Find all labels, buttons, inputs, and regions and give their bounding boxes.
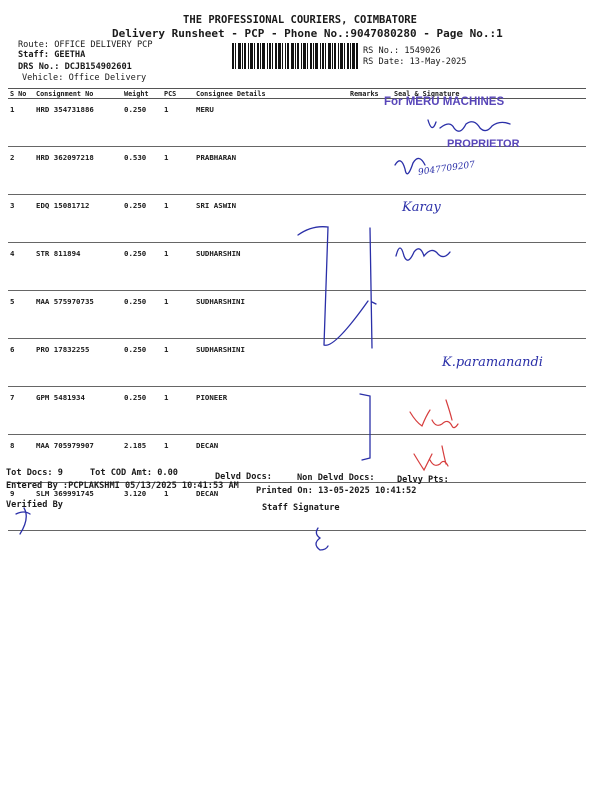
cell-weight: 0.250 bbox=[122, 291, 162, 339]
cell-pcs: 1 bbox=[162, 243, 194, 291]
total-docs: Tot Docs: 9 bbox=[6, 468, 63, 478]
seal-stamp-proprietor: PROPRIETOR bbox=[447, 138, 520, 150]
cell-sno: 2 bbox=[8, 147, 34, 195]
signature-row9-red bbox=[414, 446, 448, 470]
rs-number: RS No.: 1549026 bbox=[363, 46, 441, 56]
col-sno: S No bbox=[8, 89, 34, 99]
cell-sno: 3 bbox=[8, 195, 34, 243]
cell-consignment: HRD 362097218 bbox=[34, 147, 122, 195]
rs-date: RS Date: 13-May-2025 bbox=[363, 57, 467, 67]
cell-consignee: DECAN bbox=[194, 483, 348, 531]
route-label: Route: OFFICE DELIVERY PCP bbox=[18, 40, 153, 50]
delivered-docs: Delvd Docs: bbox=[215, 472, 272, 482]
cell-consignment: SLM 369991745 bbox=[34, 483, 122, 531]
cell-pcs: 1 bbox=[162, 483, 194, 531]
cell-consignment: MAA 575970735 bbox=[34, 291, 122, 339]
verified-by-label: Verified By bbox=[6, 500, 63, 510]
staff-signature-label: Staff Signature bbox=[262, 503, 340, 513]
col-consignee: Consignee Details bbox=[194, 89, 348, 99]
cell-weight: 0.250 bbox=[122, 387, 162, 435]
cell-sno: 9 bbox=[8, 483, 34, 531]
signature-row1 bbox=[428, 120, 510, 131]
cell-pcs: 1 bbox=[162, 435, 194, 483]
signature-row4 bbox=[396, 248, 450, 260]
cell-sno: 7 bbox=[8, 387, 34, 435]
seal-stamp-company: For MERU MACHINES bbox=[384, 96, 505, 108]
staff-signature-mark bbox=[316, 528, 328, 550]
bracket-line-lower bbox=[360, 394, 370, 460]
vehicle-label: Vehicle: Office Delivery bbox=[22, 73, 147, 83]
entered-by: Entered By :PCPLAKSHMI 05/13/2025 10:41:53 AM bbox=[6, 481, 239, 491]
col-remarks: Remarks bbox=[348, 89, 392, 99]
cell-consignee: DECAN bbox=[194, 435, 348, 483]
col-pcs: PCS bbox=[162, 89, 194, 99]
company-name: THE PROFESSIONAL COURIERS, COIMBATORE bbox=[183, 14, 417, 26]
cell-pcs: 1 bbox=[162, 147, 194, 195]
verified-signature-mark bbox=[16, 508, 30, 534]
cell-consignee: MERU bbox=[194, 99, 348, 147]
handwritten-signature-row3: Karay bbox=[402, 200, 441, 215]
cell-consignee: SRI ASWIN bbox=[194, 195, 348, 243]
cell-weight: 0.530 bbox=[122, 147, 162, 195]
col-weight: Weight bbox=[122, 89, 162, 99]
signature-row8-red bbox=[410, 400, 458, 428]
cell-consignment: EDQ 15081712 bbox=[34, 195, 122, 243]
drs-number: DRS No.: DCJB154902601 bbox=[18, 62, 132, 72]
cell-consignee: SUDHARSHINI bbox=[194, 339, 348, 387]
cell-sno: 1 bbox=[8, 99, 34, 147]
non-delivered-docs: Non Delvd Docs: bbox=[297, 473, 375, 483]
total-cod-amount: Tot COD Amt: 0.00 bbox=[90, 468, 178, 478]
cell-sno: 6 bbox=[8, 339, 34, 387]
bracket-line bbox=[298, 227, 376, 348]
runsheet-title: Delivery Runsheet - PCP - Phone No.:9047080280 - Page No.:1 bbox=[112, 27, 503, 40]
printed-on: Printed On: 13-05-2025 10:41:52 bbox=[256, 486, 417, 496]
cell-consignee: PRABHARAN bbox=[194, 147, 348, 195]
cell-weight: 2.185 bbox=[122, 435, 162, 483]
cell-weight: 0.250 bbox=[122, 195, 162, 243]
staff-label: Staff: GEETHA bbox=[18, 50, 86, 60]
cell-consignment: MAA 705979907 bbox=[34, 435, 122, 483]
cell-consignment: PRO 17832255 bbox=[34, 339, 122, 387]
cell-weight: 0.250 bbox=[122, 243, 162, 291]
col-consignment: Consignment No bbox=[34, 89, 122, 99]
cell-consignment: GPM 5481934 bbox=[34, 387, 122, 435]
cell-sno: 5 bbox=[8, 291, 34, 339]
handwritten-signature-row7: K.paramanandi bbox=[442, 355, 543, 370]
cell-weight: 0.250 bbox=[122, 99, 162, 147]
cell-sno: 4 bbox=[8, 243, 34, 291]
cell-pcs: 1 bbox=[162, 339, 194, 387]
cell-consignee: SUDHARSHINI bbox=[194, 291, 348, 339]
delivery-points: Delvy Pts: bbox=[397, 475, 449, 485]
cell-consignee: SUDHARSHIN bbox=[194, 243, 348, 291]
cell-pcs: 1 bbox=[162, 291, 194, 339]
cell-pcs: 1 bbox=[162, 99, 194, 147]
cell-pcs: 1 bbox=[162, 195, 194, 243]
signature-row2 bbox=[395, 158, 425, 173]
cell-consignment: HRD 354731886 bbox=[34, 99, 122, 147]
col-seal-signature: Seal & Signature bbox=[392, 89, 586, 99]
cell-weight: 3.120 bbox=[122, 483, 162, 531]
cell-pcs: 1 bbox=[162, 387, 194, 435]
cell-consignment: STR 811894 bbox=[34, 243, 122, 291]
handwritten-phone: 9047709207 bbox=[417, 160, 476, 178]
cell-sno: 8 bbox=[8, 435, 34, 483]
cell-weight: 0.250 bbox=[122, 339, 162, 387]
cell-consignee: PIONEER bbox=[194, 387, 348, 435]
